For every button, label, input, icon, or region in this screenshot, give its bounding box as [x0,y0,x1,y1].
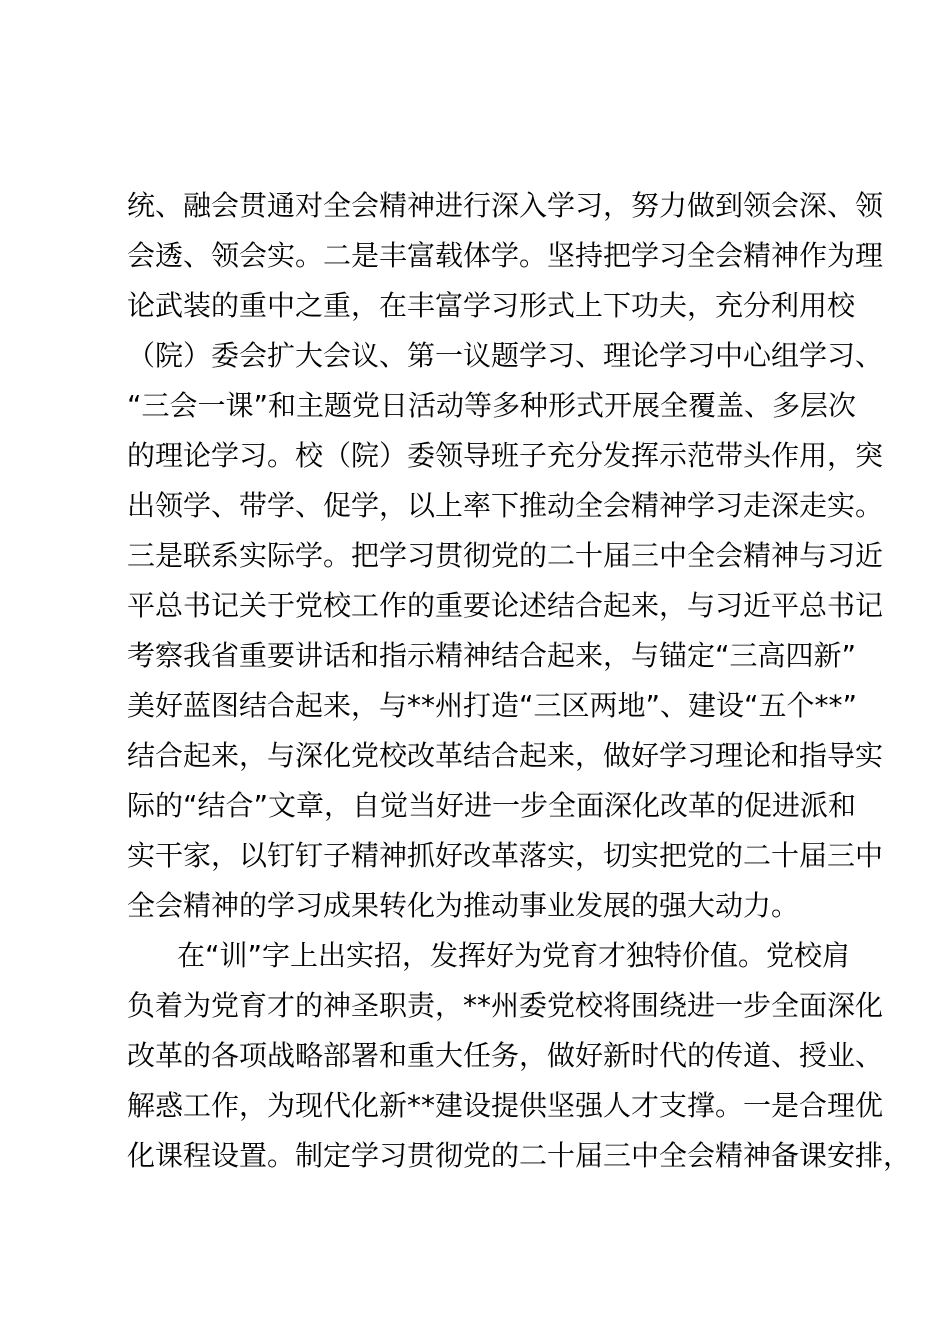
text-line: 全会精神的学习成果转化为推动事业发展的强大动力。 [127,889,800,922]
text-line: 解惑工作，为现代化新**建设提供坚强人才支撑。一是合理优 [127,1089,884,1122]
text-line: 论武装的重中之重，在丰富学习形式上下功夫，充分利用校 [127,289,856,322]
text-line: “三会一课”和主题党日活动等多种形式开展全覆盖、多层次 [127,389,857,422]
paragraph-first-line: 在“训”字上出实招，发挥好为党育才独特价值。党校肩 [177,939,851,972]
text-line: 改革的各项战略部署和重大任务，做好新时代的传道、授业、 [127,1039,884,1072]
text-line: 三是联系实际学。把学习贯彻党的二十届三中全会精神与习近 [127,539,884,572]
text-line: 结合起来，与深化党校改革结合起来，做好学习理论和指导实 [127,739,884,772]
text-line: 平总书记关于党校工作的重要论述结合起来，与习近平总书记 [127,589,884,622]
text-line: 考察我省重要讲话和指示精神结合起来，与锚定“三高四新” [127,639,857,672]
text-line: 实干家，以钉钉子精神抓好改革落实，切实把党的二十届三中 [127,839,884,872]
text-line: 化课程设置。制定学习贯彻党的二十届三中全会精神备课安排， [127,1139,912,1172]
text-line: 出领学、带学、促学，以上率下推动全会精神学习走深走实。 [127,489,884,522]
text-line: （院）委会扩大会议、第一议题学习、理论学习中心组学习、 [127,339,884,372]
text-line: 际的“结合”文章，自觉当好进一步全面深化改革的促进派和 [127,789,857,822]
text-line: 会透、领会实。二是丰富载体学。坚持把学习全会精神作为理 [127,239,884,272]
text-line: 负着为党育才的神圣职责，**州委党校将围绕进一步全面深化 [127,989,884,1022]
text-line: 统、融会贯通对全会精神进行深入学习，努力做到领会深、领 [127,189,884,222]
text-line: 美好蓝图结合起来，与**州打造“三区两地”、建设“五个**” [127,689,858,722]
text-line: 的理论学习。校（院）委领导班子充分发挥示范带头作用，突 [127,439,884,472]
